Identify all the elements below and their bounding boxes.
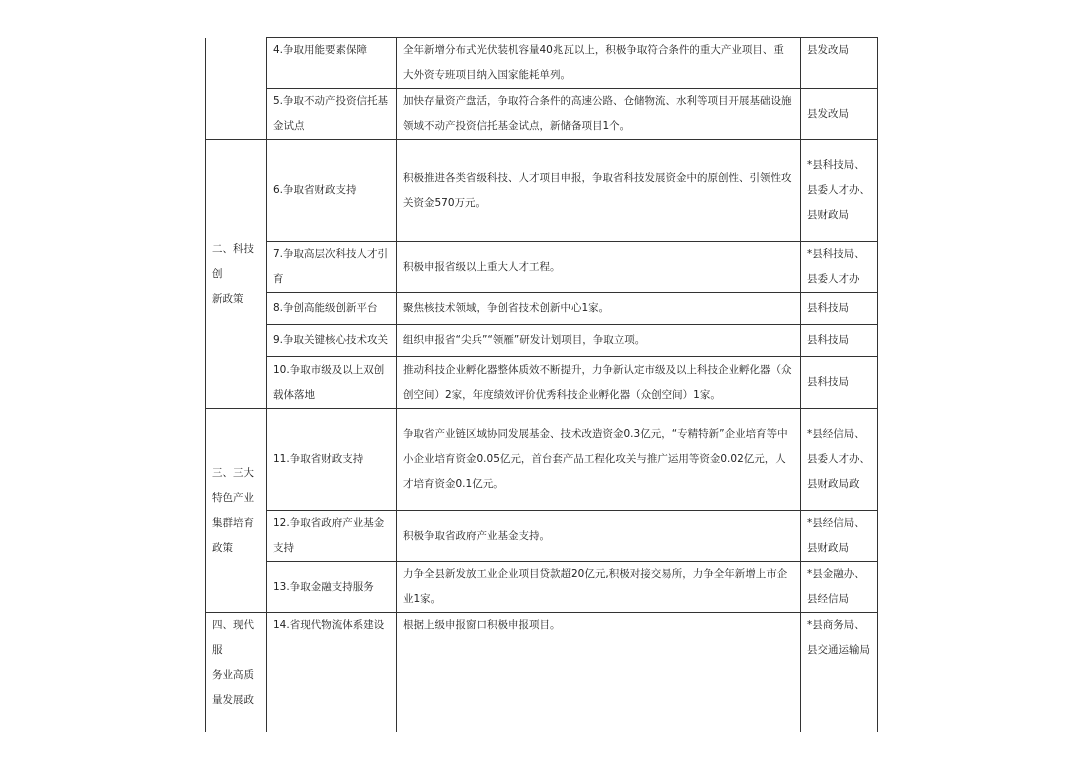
table-row xyxy=(206,140,878,242)
item-cell: 13.争取金融支持服务 xyxy=(267,562,397,613)
policy-table xyxy=(205,37,878,732)
table-row xyxy=(206,357,878,409)
dept-cell: 县发改局 xyxy=(801,38,878,89)
dept-cell: *县经信局、县财政局 xyxy=(801,511,878,562)
item-cell: 9.争取关键核心技术攻关 xyxy=(267,325,397,357)
content-cell: 加快存量资产盘活，争取符合条件的高速公路、仓储物流、水利等项目开展基础设施领域不动产投资信托基金试点，新储备项目1个。 xyxy=(397,89,801,140)
item-cell: 7.争取高层次科技人才引育 xyxy=(267,242,397,293)
table-row xyxy=(206,409,878,511)
dept-cell: *县商务局、县交通运输局 xyxy=(801,613,878,732)
item-cell: 4.争取用能要素保障 xyxy=(267,38,397,89)
item-cell: 5.争取不动产投资信托基金试点 xyxy=(267,89,397,140)
dept-cell: 县发改局 xyxy=(801,89,878,140)
dept-cell: *县科技局、县委人才办 xyxy=(801,242,878,293)
content-cell: 积极争取省政府产业基金支持。 xyxy=(397,511,801,562)
content-cell: 全年新增分布式光伏装机容量40兆瓦以上，积极争取符合条件的重大产业项目、重大外资专班项目纳入国家能耗单列。 xyxy=(397,38,801,89)
content-cell: 争取省产业链区域协同发展基金、技术改造资金0.3亿元，“专精特新”企业培育等中小企业培育资金0.05亿元，首台套产品工程化攻关与推广运用等资金0.02亿元，人才培育资金0.1亿元。 xyxy=(397,409,801,511)
dept-cell: *县金融办、县经信局 xyxy=(801,562,878,613)
table-row xyxy=(206,613,878,732)
table-row xyxy=(206,38,878,89)
content-cell: 积极申报省级以上重大人才工程。 xyxy=(397,242,801,293)
category-cell: 三、三大特色产业集群培育政策 xyxy=(206,409,267,613)
item-cell: 6.争取省财政支持 xyxy=(267,140,397,242)
content-cell: 积极推进各类省级科技、人才项目申报，争取省科技发展资金中的原创性、引领性攻关资金570万元。 xyxy=(397,140,801,242)
content-cell: 组织申报省“尖兵”“领雁”研发计划项目，争取立项。 xyxy=(397,325,801,357)
content-cell: 聚焦核技术领域，争创省技术创新中心1家。 xyxy=(397,293,801,325)
content-cell: 推动科技企业孵化器整体质效不断提升，力争新认定市级及以上科技企业孵化器（众创空间）2家，年度绩效评价优秀科技企业孵化器（众创空间）1家。 xyxy=(397,357,801,409)
dept-cell: *县经信局、县委人才办、县财政局政 xyxy=(801,409,878,511)
content-cell: 力争全县新发放工业企业项目贷款超20亿元,积极对接交易所，力争全年新增上市企业1家。 xyxy=(397,562,801,613)
table-row xyxy=(206,325,878,357)
item-cell: 12.争取省政府产业基金支持 xyxy=(267,511,397,562)
dept-cell: 县科技局 xyxy=(801,293,878,325)
category-cell xyxy=(206,38,267,140)
table-row xyxy=(206,511,878,562)
table-row xyxy=(206,242,878,293)
table-row xyxy=(206,562,878,613)
content-cell: 根据上级申报窗口积极申报项目。 xyxy=(397,613,801,732)
item-cell: 10.争取市级及以上双创载体落地 xyxy=(267,357,397,409)
dept-cell: 县科技局 xyxy=(801,357,878,409)
item-cell: 11.争取省财政支持 xyxy=(267,409,397,511)
category-cell: 四、现代服 务业高质量发展政 xyxy=(206,613,267,732)
dept-cell: 县科技局 xyxy=(801,325,878,357)
table-row xyxy=(206,293,878,325)
item-cell: 8.争创高能级创新平台 xyxy=(267,293,397,325)
item-cell: 14.省现代物流体系建设 xyxy=(267,613,397,732)
table-row xyxy=(206,89,878,140)
category-cell: 二、科技创 新政策 xyxy=(206,140,267,409)
dept-cell: *县科技局、县委人才办、县财政局 xyxy=(801,140,878,242)
